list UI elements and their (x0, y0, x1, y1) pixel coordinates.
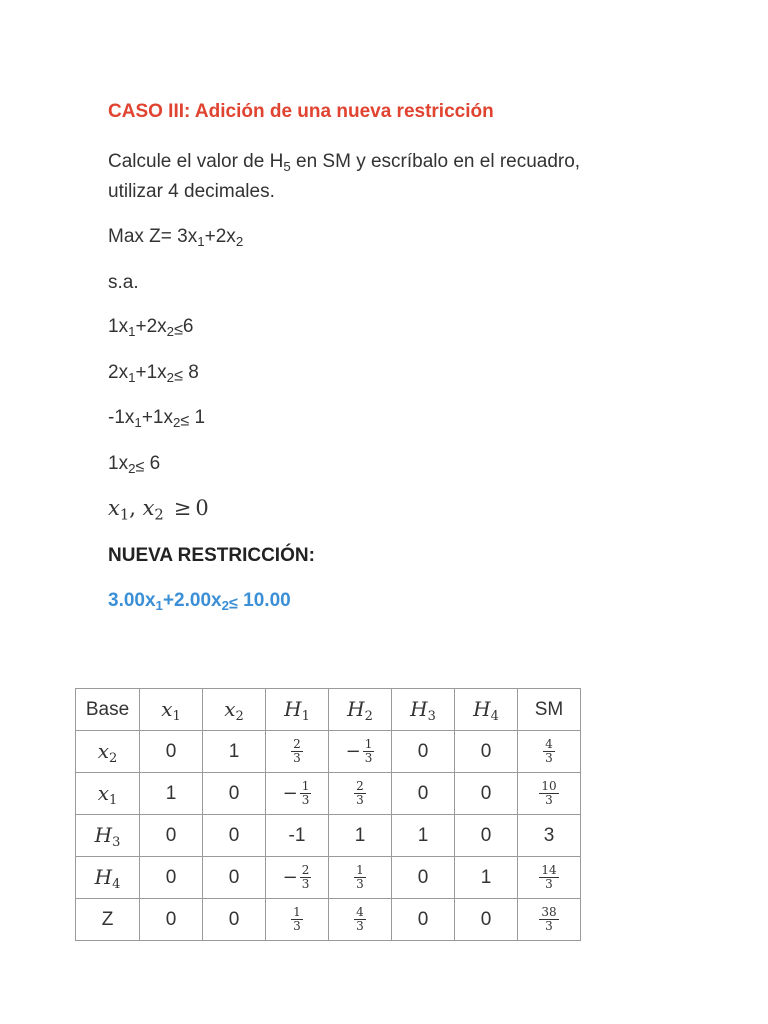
header-h3 (392, 689, 455, 731)
row-1-cell-4-value: 0 (417, 782, 429, 804)
row-4-cell-3-fraction (354, 906, 366, 933)
nn-s1: 1 (119, 506, 130, 524)
row-0-cell-6-numerator: 4 (545, 737, 553, 751)
row-1-cell-3-numerator: 2 (356, 779, 364, 793)
row-1-cell-6-numerator: 10 (541, 779, 557, 793)
c2-rhs: 8 (182, 362, 199, 383)
row-1-cell-5 (455, 773, 518, 815)
header-h1 (266, 689, 329, 731)
row-4-cell-2-fraction (291, 906, 303, 933)
row-3-cell-2-value (282, 863, 312, 891)
row-4-cell-2-value (291, 905, 303, 933)
row-3-cell-3-value (354, 863, 366, 891)
row-3-cell-0-value: 0 (165, 866, 177, 888)
table-row (76, 773, 581, 815)
row-1-base (76, 773, 140, 815)
table-row (76, 815, 581, 857)
row-1-cell-0-value: 1 (165, 782, 177, 804)
row-0-cell-6-value (543, 737, 555, 765)
row-3-cell-1-value: 0 (228, 866, 240, 888)
c2-rel: ≤ (174, 366, 183, 385)
row-0-cell-2 (266, 731, 329, 773)
row-4-cell-6-value (539, 905, 558, 933)
header-sm: SM (518, 689, 581, 731)
row-1-base-var-letter: x (97, 781, 109, 805)
c1-rel: ≤ (174, 320, 183, 339)
row-0-cell-4 (392, 731, 455, 773)
row-2-cell-2-value: -1 (288, 824, 306, 846)
header-base: Base (76, 689, 140, 731)
row-1-cell-2 (266, 773, 329, 815)
row-4-cell-3-value (354, 905, 366, 933)
c2-s1: 1 (128, 369, 136, 385)
row-3-cell-1 (203, 857, 266, 899)
row-4-cell-5 (455, 899, 518, 941)
row-3-cell-2-minus: − (282, 867, 298, 888)
row-1-cell-5-value: 0 (480, 782, 492, 804)
row-4-cell-1-value: 0 (228, 908, 240, 930)
nn-s2: 2 (154, 506, 164, 524)
header-var-3-sub: 2 (364, 708, 373, 724)
row-1-cell-1 (203, 773, 266, 815)
row-0-cell-6-fraction (543, 738, 555, 765)
c2-a: 2x (108, 362, 129, 383)
row-2-cell-3 (329, 815, 392, 857)
row-2-base-var-sub: 3 (112, 834, 121, 850)
row-1-cell-6-fraction (539, 780, 558, 807)
c4-a: 1x (108, 453, 129, 474)
nn-rhs: 0 (195, 496, 209, 520)
c3-rel: ≤ (180, 411, 190, 430)
row-1-cell-4 (392, 773, 455, 815)
header-var-4-sub: 3 (427, 708, 436, 724)
row-4-cell-6 (518, 899, 581, 941)
row-3-base-var-letter: H (94, 865, 113, 889)
nc-s1: 1 (155, 597, 163, 613)
row-0-cell-5-value: 0 (480, 740, 492, 762)
row-3-cell-2 (266, 857, 329, 899)
nonnegativity-constraint (108, 496, 209, 524)
table-row (76, 899, 581, 941)
objective-sub1: 1 (197, 233, 205, 249)
row-2-cell-3-value: 1 (354, 824, 366, 846)
row-4-cell-3-denominator: 3 (356, 919, 364, 933)
row-4-cell-0 (140, 899, 203, 941)
row-3-cell-3-fraction (354, 864, 366, 891)
row-1-cell-6-denominator: 3 (545, 793, 553, 807)
nc-rel: ≤ (229, 594, 238, 613)
row-0-cell-0 (140, 731, 203, 773)
header-x1 (140, 689, 203, 731)
row-4-cell-3-numerator: 4 (356, 905, 364, 919)
c3-rhs: 1 (189, 407, 206, 428)
row-2-cell-4-value: 1 (417, 824, 429, 846)
table-body (76, 731, 581, 941)
c4-s2: 2 (128, 460, 136, 476)
constraint-4 (108, 453, 160, 476)
row-0-base (76, 731, 140, 773)
row-1-cell-3-value (354, 779, 366, 807)
row-4-cell-3 (329, 899, 392, 941)
header-var-5-letter: H (473, 697, 491, 721)
constraint-3 (108, 407, 205, 430)
row-2-base-var-letter: H (94, 823, 113, 847)
row-1-cell-3-fraction (354, 780, 366, 807)
row-0-base-var (97, 739, 118, 766)
header-var-3 (347, 697, 373, 724)
instruction-text (108, 147, 628, 207)
row-4-base (76, 899, 140, 941)
row-0-cell-0-value: 0 (165, 740, 177, 762)
objective-function (108, 226, 243, 248)
nc-a: 3.00x (108, 590, 156, 611)
c1-b: +2x (135, 316, 167, 337)
header-var-1-letter: x (224, 697, 236, 721)
row-0-cell-3-numerator: 1 (364, 737, 373, 751)
header-var-1-sub: 2 (235, 708, 244, 724)
row-2-cell-1 (203, 815, 266, 857)
c1-s2: 2 (166, 323, 175, 339)
header-h2 (329, 689, 392, 731)
objective-prefix: Max Z= 3x (108, 226, 198, 247)
row-1-cell-6 (518, 773, 581, 815)
c1-s1: 1 (128, 323, 136, 339)
subject-to-label: s.a. (108, 272, 139, 293)
row-1-base-var-sub: 1 (109, 792, 118, 808)
row-0-cell-1 (203, 731, 266, 773)
row-2-cell-1-value: 0 (228, 824, 240, 846)
nc-s2: 2 (221, 597, 230, 613)
row-3-cell-3-denominator: 3 (356, 877, 364, 891)
row-2-cell-2 (266, 815, 329, 857)
new-constraint (108, 590, 291, 613)
row-3-cell-5 (455, 857, 518, 899)
c4-rhs: 6 (144, 453, 161, 474)
row-3-cell-6 (518, 857, 581, 899)
row-2-cell-6 (518, 815, 581, 857)
row-1-cell-3 (329, 773, 392, 815)
row-3-cell-6-denominator: 3 (545, 877, 553, 891)
header-var-5 (473, 697, 499, 724)
row-3-cell-0 (140, 857, 203, 899)
header-var-1 (224, 697, 244, 724)
objective-sub2: 2 (235, 233, 244, 249)
row-3-cell-6-fraction (539, 864, 558, 891)
c1-a: 1x (108, 316, 129, 337)
row-1-cell-2-value (282, 779, 312, 807)
constraint-2 (108, 362, 199, 385)
row-0-base-var-sub: 2 (109, 750, 118, 766)
nn-x2: x (142, 496, 155, 520)
row-3-cell-2-numerator: 2 (301, 863, 310, 877)
row-0-cell-2-numerator: 2 (293, 737, 301, 751)
header-var-3-letter: H (347, 697, 365, 721)
row-0-cell-2-fraction (291, 738, 303, 765)
row-3-cell-6-value (539, 863, 558, 891)
row-0-cell-2-denominator: 3 (293, 751, 301, 765)
row-3-base-var-sub: 4 (112, 876, 121, 892)
c4-rel: ≤ (135, 457, 145, 476)
instruction-sub: 5 (283, 158, 291, 174)
row-4-cell-6-denominator: 3 (545, 919, 553, 933)
header-var-2-sub: 1 (301, 708, 310, 724)
row-2-cell-6-value: 3 (543, 824, 555, 846)
nn-rel: ≥ (173, 496, 192, 520)
row-0-cell-6-denominator: 3 (545, 751, 553, 765)
row-1-cell-2-fraction (300, 780, 312, 807)
header-var-4 (410, 697, 436, 724)
row-3-cell-2-denominator: 3 (301, 877, 310, 891)
instruction-part2: en SM y escríbalo en el recuadro, utilizar 4 decimales. (108, 151, 581, 202)
c3-b: +1x (141, 407, 173, 428)
objective-mid: +2x (204, 226, 236, 247)
header-h4 (455, 689, 518, 731)
header-var-5-sub: 4 (490, 708, 499, 724)
row-3-base-var (94, 865, 121, 892)
row-3-cell-2-fraction (300, 864, 312, 891)
row-3-cell-4-value: 0 (417, 866, 429, 888)
row-3-cell-6-numerator: 14 (541, 863, 557, 877)
row-4-cell-0-value: 0 (165, 908, 177, 930)
row-3-cell-5-value: 1 (480, 866, 492, 888)
c1-rhs: 6 (182, 316, 194, 337)
row-3-cell-3-numerator: 1 (356, 863, 364, 877)
row-1-cell-6-value (539, 779, 558, 807)
header-var-4-letter: H (410, 697, 428, 721)
row-1-cell-2-minus: − (282, 783, 298, 804)
row-3-cell-3 (329, 857, 392, 899)
nc-b: +2.00x (162, 590, 222, 611)
row-1-base-var (97, 781, 118, 808)
row-0-cell-4-value: 0 (417, 740, 429, 762)
row-1-cell-1-value: 0 (228, 782, 240, 804)
row-0-cell-1-value: 1 (228, 740, 240, 762)
row-4-cell-4 (392, 899, 455, 941)
header-var-0 (161, 697, 181, 724)
row-3-base (76, 857, 140, 899)
c2-s2: 2 (166, 369, 175, 385)
row-4-cell-1 (203, 899, 266, 941)
header-x2 (203, 689, 266, 731)
row-1-cell-2-numerator: 1 (301, 779, 310, 793)
table-row (76, 857, 581, 899)
row-1-cell-0 (140, 773, 203, 815)
row-1-cell-3-denominator: 3 (356, 793, 364, 807)
row-0-cell-2-value (291, 737, 303, 765)
row-0-cell-6 (518, 731, 581, 773)
c3-a: -1x (108, 407, 135, 428)
row-4-cell-5-value: 0 (480, 908, 492, 930)
row-2-cell-5-value: 0 (480, 824, 492, 846)
row-1-cell-2-denominator: 3 (301, 793, 310, 807)
table-header-row (76, 689, 581, 731)
row-0-cell-3-fraction (363, 738, 375, 765)
row-4-cell-4-value: 0 (417, 908, 429, 930)
header-var-0-letter: x (161, 697, 173, 721)
row-4-cell-2 (266, 899, 329, 941)
constraint-1 (108, 316, 194, 339)
header-var-0-sub: 1 (172, 708, 181, 724)
row-0-cell-3-value (345, 737, 375, 765)
header-var-2-letter: H (284, 697, 302, 721)
row-2-cell-4 (392, 815, 455, 857)
row-4-cell-6-numerator: 38 (541, 905, 557, 919)
row-0-base-var-letter: x (97, 739, 109, 763)
new-constraint-heading: NUEVA RESTRICCIÓN: (108, 545, 315, 566)
table-row (76, 731, 581, 773)
section-title: CASO III: Adición de una nueva restricción (108, 101, 494, 122)
row-4-cell-2-denominator: 3 (293, 919, 301, 933)
nn-comma: , (129, 496, 143, 520)
row-2-base-var (94, 823, 121, 850)
row-0-cell-3-denominator: 3 (364, 751, 373, 765)
row-3-cell-4 (392, 857, 455, 899)
row-2-cell-0-value: 0 (165, 824, 177, 846)
row-2-cell-0 (140, 815, 203, 857)
instruction-part1: Calcule el valor de H (108, 151, 284, 172)
row-2-base (76, 815, 140, 857)
c3-s1: 1 (134, 414, 142, 430)
simplex-table (75, 688, 581, 941)
row-4-cell-6-fraction (539, 906, 558, 933)
row-0-cell-3 (329, 731, 392, 773)
c2-b: +1x (135, 362, 167, 383)
c3-s2: 2 (172, 414, 181, 430)
nc-rhs: 10.00 (237, 590, 291, 611)
row-4-cell-2-numerator: 1 (293, 905, 301, 919)
row-0-cell-3-minus: − (345, 741, 361, 762)
row-4-base-text: Z (101, 908, 114, 930)
row-0-cell-5 (455, 731, 518, 773)
header-var-2 (284, 697, 310, 724)
nn-x1: x (108, 496, 120, 520)
row-2-cell-5 (455, 815, 518, 857)
